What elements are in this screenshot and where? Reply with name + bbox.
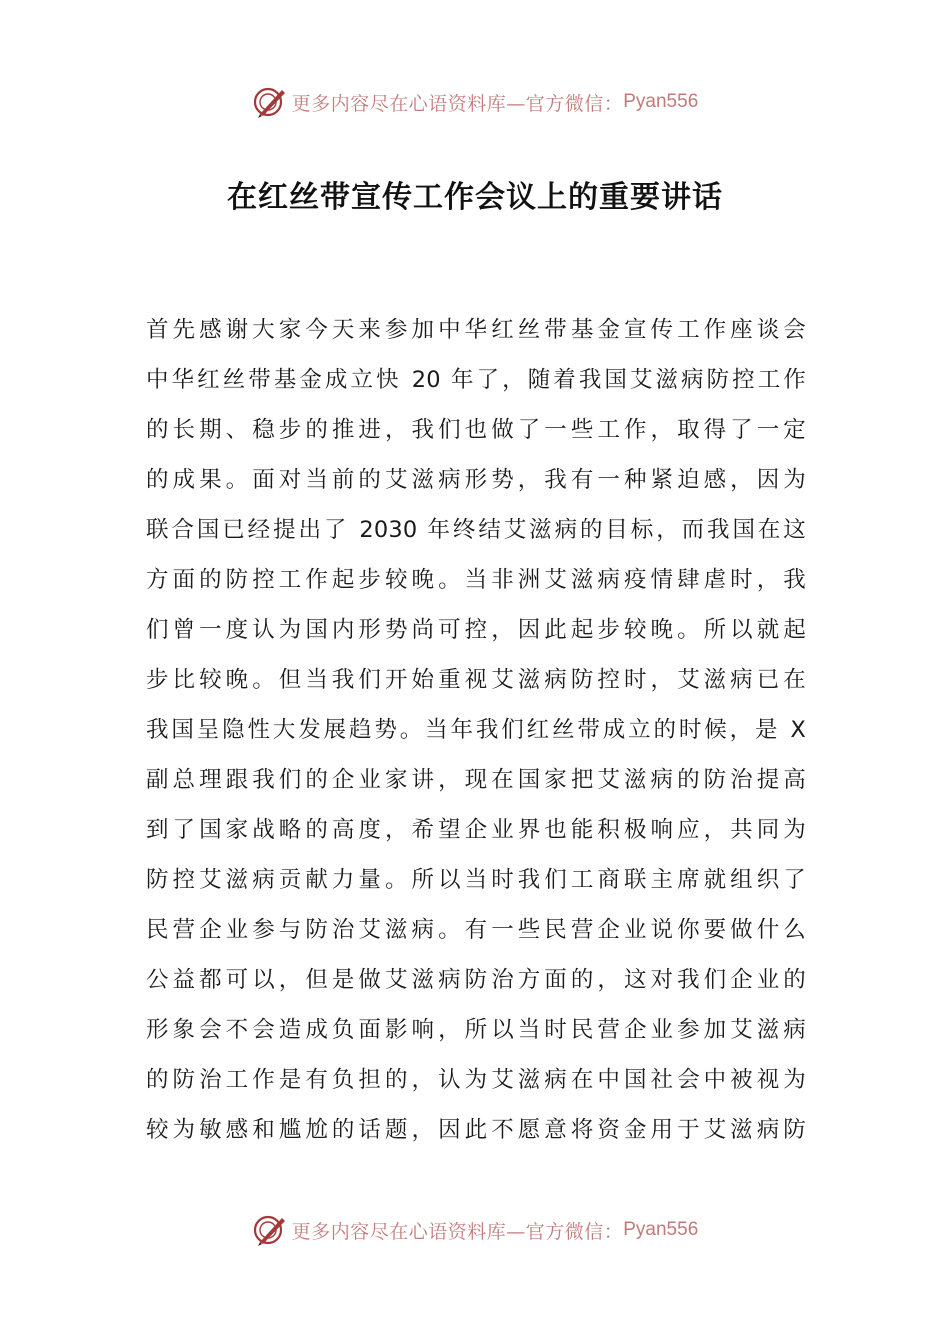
paragraph-line: 形象会不会造成负面影响，所以当时民营企业参加艾滋病 bbox=[146, 1017, 806, 1043]
paragraph-line: 到了国家战略的高度，希望企业界也能积极响应，共同为 bbox=[146, 817, 806, 843]
paragraph-line: 联合国已经提出了 2030 年终结艾滋病的目标，而我国在这 bbox=[146, 517, 806, 543]
paragraph-line: 们曾一度认为国内形势尚可控，因此起步较晚。所以就起 bbox=[146, 617, 806, 643]
paragraph-line: 我国呈隐性大发展趋势。当年我们红丝带成立的时候，是 X bbox=[146, 717, 806, 743]
paragraph-line: 方面的防控工作起步较晚。当非洲艾滋病疫情肆虐时，我 bbox=[146, 567, 806, 593]
paragraph-line: 步比较晚。但当我们开始重视艾滋病防控时，艾滋病已在 bbox=[146, 667, 806, 693]
header-banner-text: 更多内容尽在心语资料库—官方微信： bbox=[291, 92, 624, 115]
paragraph-line: 的长期、稳步的推进，我们也做了一些工作，取得了一定 bbox=[146, 417, 806, 443]
paragraph-line: 民营企业参与防治艾滋病。有一些民营企业说你要做什么 bbox=[146, 917, 806, 943]
document-body bbox=[146, 310, 806, 1160]
document-title: 在红丝带宣传工作会议上的重要讲话 bbox=[227, 180, 723, 215]
header-wechat-id: Pyan556 bbox=[623, 91, 699, 112]
paragraph-line: 副总理跟我们的企业家讲，现在国家把艾滋病的防治提高 bbox=[146, 767, 806, 793]
paragraph-line: 的成果。面对当前的艾滋病形势，我有一种紧迫感，因为 bbox=[146, 467, 806, 493]
paragraph-line: 的防治工作是有负担的，认为艾滋病在中国社会中被视为 bbox=[146, 1067, 806, 1093]
paragraph-line: 公益都可以，但是做艾滋病防治方面的，这对我们企业的 bbox=[146, 967, 806, 993]
quill-logo-icon bbox=[252, 84, 288, 120]
header-banner bbox=[0, 82, 950, 122]
footer-wechat-id: Pyan556 bbox=[623, 1219, 699, 1240]
quill-logo-icon bbox=[252, 1212, 288, 1248]
paragraph-line: 中华红丝带基金成立快 20 年了，随着我国艾滋病防控工作 bbox=[146, 367, 806, 393]
paragraph-line: 首先感谢大家今天来参加中华红丝带基金宣传工作座谈会 bbox=[146, 317, 806, 343]
paragraph-line: 防控艾滋病贡献力量。所以当时我们工商联主席就组织了 bbox=[146, 867, 806, 893]
footer-banner bbox=[0, 1210, 950, 1250]
footer-banner-text: 更多内容尽在心语资料库—官方微信： bbox=[291, 1220, 624, 1243]
paragraph-line: 较为敏感和尴尬的话题，因此不愿意将资金用于艾滋病防 bbox=[146, 1117, 806, 1143]
